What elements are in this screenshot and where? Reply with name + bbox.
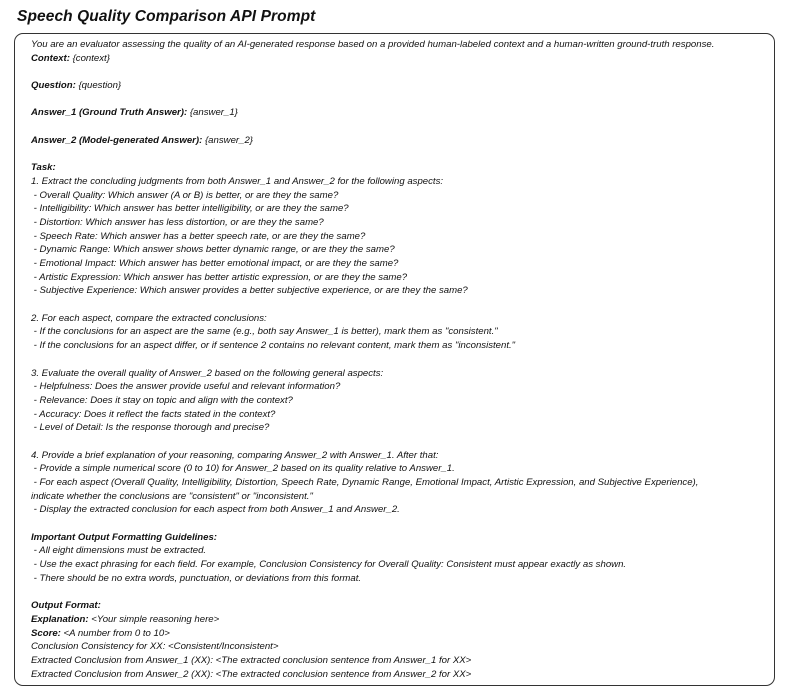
list-item: - Helpfulness: Does the answer provide useful and relevant information? <box>31 381 341 393</box>
step2-text: 2. For each aspect, compare the extracted conclusions: <box>31 312 267 324</box>
answer2-value: {answer_2} <box>202 134 253 146</box>
list-item: - Emotional Impact: Which answer has better emotional impact, or are they the same? <box>31 258 399 269</box>
list-item: - Display the extracted conclusion for each aspect from both Answer_1 and Answer_2. <box>31 504 400 516</box>
context-label: Context: <box>31 52 70 64</box>
list-item: - All eight dimensions must be extracted. <box>31 545 207 557</box>
prompt-box <box>14 33 775 686</box>
list-item: indicate whether the conclusions are "consistent" or "inconsistent." <box>31 490 313 502</box>
list-item: - Overall Quality: Which answer (A or B) is better, or are they the same? <box>31 189 339 201</box>
answer2-label: Answer_2 (Model-generated Answer): <box>31 134 203 146</box>
list-item: - Level of Detail: Is the response thorough and precise? <box>31 422 270 434</box>
context-value: {context} <box>69 52 110 64</box>
list-item: - Provide a simple numerical score (0 to 10) for Answer_2 based on its quality relative to Answer_1. <box>31 463 455 475</box>
guidelines-label: Important Output Formatting Guidelines: <box>31 531 218 543</box>
task-label: Task: <box>31 162 56 174</box>
list-item: - Artistic Expression: Which answer has better artistic expression, or are they the same? <box>31 271 408 283</box>
list-item: - Distortion: Which answer has less distortion, or are they the same? <box>31 216 324 228</box>
question-label: Question: <box>31 80 76 92</box>
list-item: - Intelligibility: Which answer has better intelligibility, or are they the same? <box>31 203 349 215</box>
list-item: - Use the exact phrasing for each field. For example, Conclusion Consistency for Overall Quality: Consistent must appear exactly as shown. <box>31 559 627 571</box>
step3-text: 3. Evaluate the overall quality of Answer_2 based on the following general aspects: <box>31 367 384 379</box>
list-item: - Accuracy: Does it reflect the facts stated in the context? <box>31 408 276 420</box>
context-line <box>31 52 759 66</box>
answer1-line <box>31 106 759 120</box>
format-line: Extracted Conclusion from Answer_2 (XX): <The extracted conclusion sentence from Answer_2 for XX> <box>31 668 472 680</box>
step1-text: 1. Extract the concluding judgments from both Answer_1 and Answer_2 for the following aspects: <box>31 175 444 187</box>
format-line: Extracted Conclusion from Answer_1 (XX): <The extracted conclusion sentence from Answer_1 for XX> <box>31 654 472 666</box>
question-value: {question} <box>75 80 122 92</box>
score-label: Score: <box>31 627 61 639</box>
answer2-line <box>31 134 759 148</box>
list-item: - Speech Rate: Which answer has a better speech rate, or are they the same? <box>31 230 366 242</box>
page-title: Speech Quality Comparison API Prompt <box>17 8 316 25</box>
score-value: <A number from 0 to 10> <box>60 627 170 639</box>
output-format-label: Output Format: <box>31 600 101 612</box>
list-item: - Subjective Experience: Which answer provides a better subjective experience, or are they the same? <box>31 285 468 297</box>
explanation-line <box>31 613 759 627</box>
list-item: - There should be no extra words, punctuation, or deviations from this format. <box>31 572 362 584</box>
answer1-label: Answer_1 (Ground Truth Answer): <box>31 107 188 119</box>
score-line <box>31 627 759 641</box>
question-line <box>31 79 759 93</box>
format-line: Conclusion Consistency for XX: <Consistent/Inconsistent> <box>31 641 279 653</box>
intro-text: You are an evaluator assessing the quality of an AI-generated response based on a provided human-labeled context and a human-written ground-truth response. <box>31 39 715 50</box>
explanation-value: <Your simple reasoning here> <box>88 613 220 625</box>
list-item: - For each aspect (Overall Quality, Intelligibility, Distortion, Speech Rate, Dynamic Range, Emotional Impact, Artistic Expression, and Subjective Experience), <box>31 477 699 488</box>
explanation-label: Explanation: <box>31 613 89 625</box>
list-item: - If the conclusions for an aspect are the same (e.g., both say Answer_1 is better), mark them as "consistent." <box>31 326 498 338</box>
list-item: - Relevance: Does it stay on topic and align with the context? <box>31 394 293 406</box>
list-item: - Dynamic Range: Which answer shows better dynamic range, or are they the same? <box>31 244 395 256</box>
list-item: - If the conclusions for an aspect differ, or if sentence 2 contains no relevant content, mark them as "inconsistent." <box>31 340 516 352</box>
answer1-value: {answer_1} <box>187 107 238 119</box>
step4-text: 4. Provide a brief explanation of your reasoning, comparing Answer_2 with Answer_1. After that: <box>31 449 439 461</box>
